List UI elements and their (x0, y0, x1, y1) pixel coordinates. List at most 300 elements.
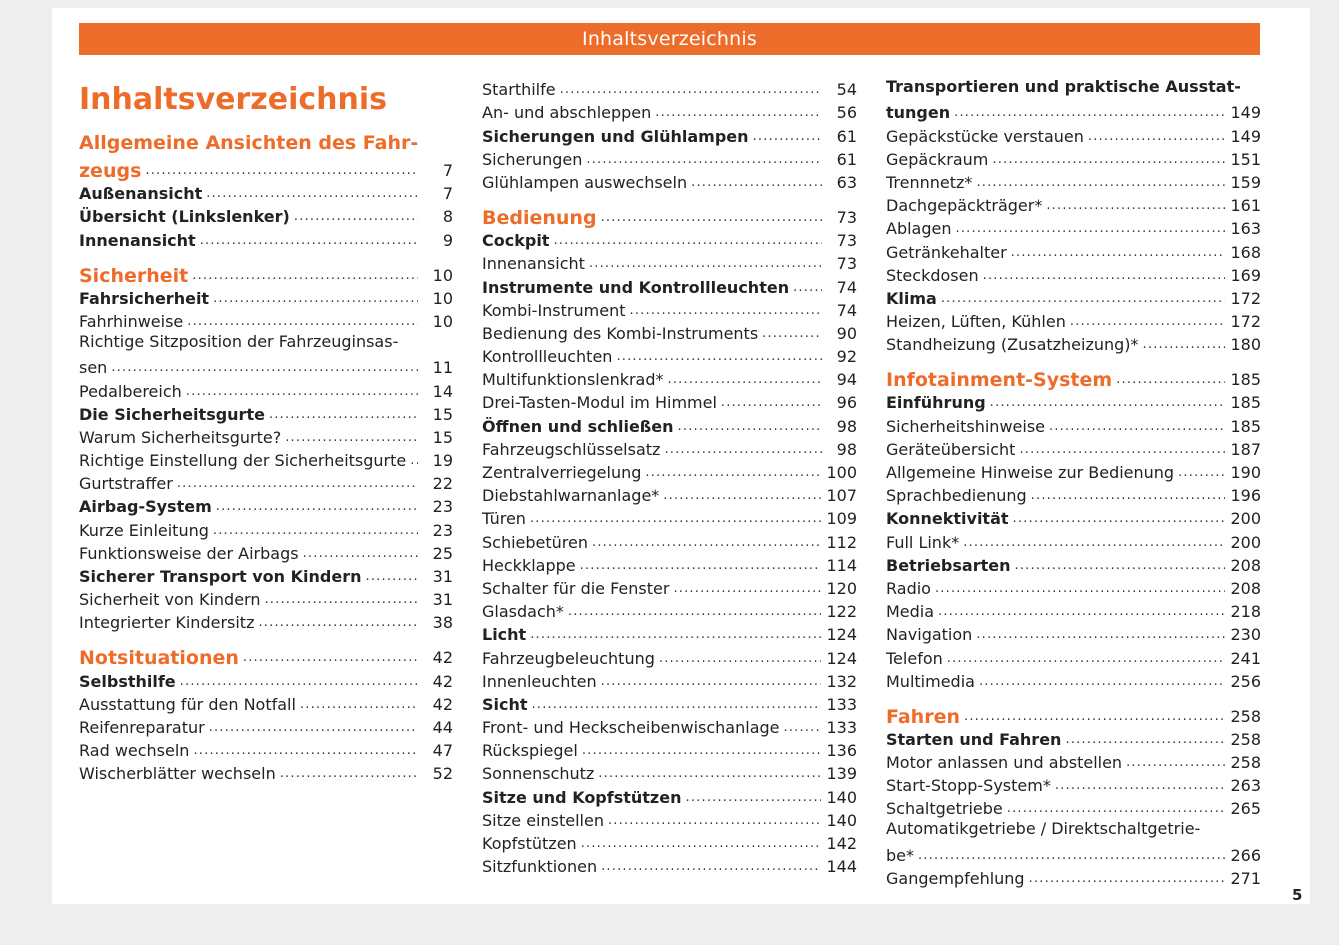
toc-entry-title: Steckdosen (886, 265, 979, 285)
toc-leader-dots (938, 602, 1225, 622)
toc-entry[interactable] (886, 366, 1261, 390)
toc-leader-dots (1049, 417, 1225, 437)
toc-entry[interactable] (79, 181, 453, 204)
toc-leader-dots (285, 428, 418, 448)
toc-entry-page: 169 (1230, 265, 1261, 285)
toc-entry[interactable] (482, 77, 857, 100)
toc-entry-page: 74 (836, 300, 857, 320)
toc-entry-title: Innenansicht (482, 254, 585, 274)
toc-entry[interactable] (482, 576, 857, 599)
toc-entry[interactable] (482, 622, 857, 645)
toc-leader-dots (976, 625, 1225, 645)
toc-entry-title: Rückspiegel (482, 741, 578, 761)
toc-entry[interactable] (886, 553, 1261, 576)
toc-entry[interactable] (79, 738, 453, 761)
toc-entry[interactable] (886, 645, 1261, 668)
toc-entry[interactable] (79, 494, 453, 517)
toc-entry-title: Transportieren und praktische Ausstat- (886, 77, 1241, 96)
toc-leader-dots (180, 672, 418, 692)
toc-entry-title: Funktionsweise der Airbags (79, 543, 299, 563)
toc-entry[interactable] (886, 669, 1261, 692)
toc-leader-dots (1178, 463, 1225, 483)
toc-entry-title: Die Sicherheitsgurte (79, 404, 265, 424)
toc-entry[interactable] (79, 761, 453, 784)
toc-entry-title: Außenansicht (79, 184, 203, 204)
toc-leader-dots (1143, 335, 1226, 355)
toc-leader-dots (177, 474, 418, 494)
toc-entry[interactable] (79, 425, 453, 448)
toc-entry-page: 185 (1230, 416, 1261, 436)
toc-entry[interactable] (886, 77, 1261, 123)
toc-entry[interactable] (886, 727, 1261, 750)
toc-entry[interactable] (482, 228, 857, 251)
toc-entry-title: Infotainment-System (886, 369, 1113, 392)
toc-entry[interactable] (886, 413, 1261, 436)
toc-leader-dots (721, 393, 822, 413)
toc-entry[interactable] (79, 541, 453, 564)
toc-entry-title: Sicherungen (482, 149, 583, 169)
toc-entry[interactable] (482, 854, 857, 877)
toc-leader-dots (581, 834, 822, 854)
toc-entry[interactable] (482, 506, 857, 529)
toc-entry-title: Öffnen und schließen (482, 416, 674, 436)
toc-entry[interactable] (482, 321, 857, 344)
toc-entry[interactable] (886, 460, 1261, 483)
toc-entry-page: 200 (1230, 532, 1261, 552)
toc-entry-page: 133 (826, 718, 857, 738)
toc-entry-title: Pedalbereich (79, 381, 182, 401)
toc-entry[interactable] (79, 227, 453, 250)
toc-entry-page: 136 (826, 741, 857, 761)
toc-entry-title: Licht (482, 625, 527, 645)
toc-entry[interactable] (886, 576, 1261, 599)
toc-entry[interactable] (886, 123, 1261, 146)
toc-entry[interactable] (482, 599, 857, 622)
toc-entry-title: Trennnetz* (886, 172, 973, 192)
toc-entry-page: 139 (826, 764, 857, 784)
toc-entry[interactable] (482, 147, 857, 170)
toc-entry-page: 218 (1230, 602, 1261, 622)
toc-entry-title: Fahrhinweise (79, 311, 184, 331)
toc-entry-page: 19 (432, 451, 453, 471)
toc-entry-title: Sicherheit von Kindern (79, 590, 261, 610)
toc-leader-dots (629, 301, 822, 321)
toc-entry[interactable] (482, 123, 857, 146)
toc-entry-page: 124 (826, 625, 857, 645)
toc-leader-dots (192, 266, 418, 286)
toc-entry-page: 196 (1230, 486, 1261, 506)
toc-entry[interactable] (79, 133, 453, 181)
toc-entry-title: sen (79, 358, 108, 378)
toc-leader-dots (1065, 730, 1225, 750)
toc-entry[interactable] (79, 587, 453, 610)
toc-entry-title: Multimedia (886, 671, 975, 691)
toc-entry-title: Sprachbedienung (886, 486, 1027, 506)
toc-entry[interactable] (886, 263, 1261, 286)
toc-entry-title: Gepäckstücke verstauen (886, 126, 1084, 146)
toc-leader-dots (691, 173, 822, 193)
toc-entry[interactable] (79, 204, 453, 227)
toc-leader-dots (269, 405, 418, 425)
toc-column-2 (482, 77, 857, 877)
toc-entry[interactable] (482, 460, 857, 483)
toc-entry[interactable] (482, 367, 857, 390)
toc-entry-title: Glasdach* (482, 602, 564, 622)
toc-entry[interactable] (886, 819, 1261, 865)
toc-entry-title: Rad wechseln (79, 741, 190, 761)
toc-leader-dots (410, 451, 418, 471)
toc-entry-page: 25 (432, 543, 453, 563)
toc-entry-title: Heizen, Lüften, Kühlen (886, 312, 1066, 332)
toc-entry-title: Gurtstraffer (79, 474, 173, 494)
toc-leader-dots (187, 312, 418, 332)
toc-entry-title: Gepäckraum (886, 149, 989, 169)
toc-leader-dots (1088, 127, 1226, 147)
toc-entry[interactable] (482, 170, 857, 193)
toc-entry-title: Kontrollleuchten (482, 347, 613, 367)
toc-entry[interactable] (482, 437, 857, 460)
toc-entry[interactable] (886, 239, 1261, 262)
toc-entry[interactable] (886, 390, 1261, 413)
toc-leader-dots (553, 231, 822, 251)
toc-entry-title: Heckklappe (482, 555, 576, 575)
toc-entry[interactable] (79, 715, 453, 738)
toc-entry-title: Standheizung (Zusatzheizung)* (886, 335, 1139, 355)
toc-entry-title: Selbsthilfe (79, 671, 176, 691)
toc-leader-dots (753, 127, 822, 147)
toc-entry-title: Motor anlassen und abstellen (886, 753, 1123, 773)
toc-leader-dots (1116, 370, 1225, 390)
toc-entry-page: 132 (826, 671, 857, 691)
toc-leader-dots (655, 103, 822, 123)
toc-leader-dots (1031, 486, 1226, 506)
toc-leader-dots (1014, 556, 1225, 576)
toc-leader-dots (1070, 312, 1226, 332)
toc-entry[interactable] (79, 517, 453, 540)
toc-entry-page: 14 (432, 381, 453, 401)
toc-entry[interactable] (482, 274, 857, 297)
toc-entry-page: 258 (1230, 706, 1261, 726)
toc-entry-title: Allgemeine Ansichten des Fahr- (79, 132, 419, 154)
toc-entry-title: Schiebetüren (482, 532, 589, 552)
toc-leader-dots (568, 602, 822, 622)
toc-entry-page: 163 (1230, 219, 1261, 239)
toc-entry-page: 54 (836, 80, 857, 100)
toc-entry[interactable] (482, 669, 857, 692)
toc-leader-dots (209, 718, 418, 738)
toc-leader-dots (935, 579, 1225, 599)
toc-entry[interactable] (886, 286, 1261, 309)
toc-leader-dots (598, 764, 821, 784)
toc-entry-title: Wischerblätter wechseln (79, 764, 276, 784)
toc-entry-title: Start-Stopp-System* (886, 776, 1051, 796)
toc-entry[interactable] (886, 437, 1261, 460)
toc-entry-title: Ausstattung für den Notfall (79, 694, 296, 714)
toc-entry[interactable] (886, 483, 1261, 506)
toc-entry[interactable] (482, 784, 857, 807)
toc-entry[interactable] (886, 750, 1261, 773)
toc-entry[interactable] (482, 808, 857, 831)
toc-entry[interactable] (482, 344, 857, 367)
toc-entry[interactable] (79, 448, 453, 471)
toc-leader-dots (685, 788, 821, 808)
toc-entry-page: 151 (1230, 149, 1261, 169)
page-number: 5 (1292, 886, 1303, 904)
toc-leader-dots (303, 544, 418, 564)
toc-entry-page: 122 (826, 602, 857, 622)
toc-entry-title: Schaltgetriebe (886, 799, 1003, 819)
toc-entry-title: Navigation (886, 625, 973, 645)
toc-entry-page: 140 (826, 810, 857, 830)
toc-entry-title: Dachgepäckträger* (886, 196, 1043, 216)
toc-entry-title: Multifunktionslenkrad* (482, 370, 664, 390)
toc-entry[interactable] (482, 692, 857, 715)
toc-entry-page: 208 (1230, 578, 1261, 598)
toc-entry[interactable] (482, 100, 857, 123)
toc-entry-page: 168 (1230, 242, 1261, 262)
toc-entry-title: Media (886, 602, 935, 622)
toc-entry[interactable] (886, 193, 1261, 216)
toc-entry-page: 73 (836, 231, 857, 251)
toc-leader-dots (580, 556, 822, 576)
header-bar (79, 23, 1260, 55)
toc-entry[interactable] (482, 831, 857, 854)
toc-entry-title: Glühlampen auswechseln (482, 172, 688, 192)
toc-entry[interactable] (482, 738, 857, 761)
toc-entry-title: Cockpit (482, 231, 550, 251)
toc-entry[interactable] (79, 610, 453, 633)
toc-entry-page: 208 (1230, 555, 1261, 575)
toc-entry-page: 61 (836, 149, 857, 169)
toc-entry-page: 31 (432, 590, 453, 610)
toc-entry-page: 172 (1230, 312, 1261, 332)
toc-leader-dots (601, 672, 822, 692)
toc-leader-dots (663, 486, 821, 506)
toc-leader-dots (213, 289, 418, 309)
toc-leader-dots (979, 672, 1226, 692)
toc-leader-dots (243, 648, 418, 668)
toc-entry-title: An- und abschleppen (482, 103, 652, 123)
toc-entry-page: 185 (1230, 370, 1261, 390)
toc-entry[interactable] (482, 251, 857, 274)
toc-entry-page: 52 (432, 764, 453, 784)
toc-entry[interactable] (79, 668, 453, 691)
toc-leader-dots (530, 509, 822, 529)
toc-leader-dots (956, 219, 1226, 239)
toc-entry[interactable] (79, 564, 453, 587)
toc-entry-title: Kombi-Instrument (482, 300, 626, 320)
toc-entry-page: 10 (432, 265, 453, 285)
toc-entry-title: Sitzfunktionen (482, 857, 598, 877)
toc-entry[interactable] (886, 216, 1261, 239)
toc-entry[interactable] (886, 773, 1261, 796)
toc-entry-title: Sicherungen und Glühlampen (482, 126, 749, 146)
toc-entry[interactable] (79, 286, 453, 309)
toc-entry-title: Fahrzeugschlüsselsatz (482, 439, 661, 459)
toc-entry[interactable] (482, 715, 857, 738)
toc-entry-title: Türen (482, 509, 526, 529)
toc-entry-page: 47 (432, 741, 453, 761)
toc-entry[interactable] (79, 644, 453, 668)
toc-entry-page: 120 (826, 578, 857, 598)
toc-entry-page: 133 (826, 694, 857, 714)
toc-leader-dots (589, 254, 822, 274)
toc-entry-page: 266 (1230, 845, 1261, 865)
toc-entry-title: Integrierter Kindersitz (79, 613, 255, 633)
toc-leader-dots (947, 649, 1226, 669)
toc-entry-title: Sicherheit (79, 264, 189, 287)
toc-leader-dots (762, 324, 822, 344)
toc-entry[interactable] (886, 529, 1261, 552)
toc-leader-dots (616, 347, 822, 367)
toc-entry-title: zeugs (79, 160, 142, 182)
toc-leader-dots (280, 764, 418, 784)
toc-entry-title: Richtige Sitzposition der Fahrzeuginsas- (79, 331, 399, 351)
toc-entry-title: Innenansicht (79, 230, 196, 250)
toc-entry[interactable] (886, 170, 1261, 193)
toc-entry-page: 8 (442, 207, 453, 227)
toc-entry-title: Ablagen (886, 219, 952, 239)
toc-leader-dots (645, 463, 821, 483)
toc-entry-page: 38 (432, 613, 453, 633)
toc-entry[interactable] (886, 309, 1261, 332)
toc-entry-title: Zentralverriegelung (482, 463, 642, 482)
toc-leader-dots (213, 521, 418, 541)
toc-entry-page: 258 (1230, 729, 1261, 749)
toc-entry-title: Sicherer Transport von Kindern (79, 567, 362, 586)
toc-leader-dots (673, 579, 821, 599)
toc-entry[interactable] (886, 703, 1261, 727)
toc-entry[interactable] (79, 692, 453, 715)
toc-entry-page: 180 (1230, 335, 1261, 355)
toc-leader-dots (200, 231, 418, 251)
toc-entry[interactable] (79, 471, 453, 494)
toc-entry-title: Fahrzeugbeleuchtung (482, 648, 655, 668)
toc-entry-title: Innenleuchten (482, 671, 597, 691)
toc-leader-dots (964, 707, 1225, 727)
toc-entry-title: Drei-Tasten-Modul im Himmel (482, 393, 717, 413)
toc-entry[interactable] (482, 553, 857, 576)
toc-leader-dots (976, 173, 1225, 193)
toc-entry[interactable] (482, 483, 857, 506)
toc-entry-title: Airbag-System (79, 497, 212, 517)
toc-entry-page: 187 (1230, 439, 1261, 459)
toc-entry-title: Diebstahlwarnanlage* (482, 486, 660, 506)
toc-entry[interactable] (482, 761, 857, 784)
toc-entry-page: 61 (836, 126, 857, 146)
toc-entry[interactable] (886, 796, 1261, 819)
toc-entry[interactable] (886, 147, 1261, 170)
toc-leader-dots (990, 393, 1226, 413)
toc-leader-dots (586, 150, 822, 170)
toc-entry-page: 7 (442, 184, 453, 204)
toc-leader-dots (668, 370, 822, 390)
toc-leader-dots (530, 625, 821, 645)
toc-entry[interactable] (482, 298, 857, 321)
toc-leader-dots (793, 278, 822, 298)
toc-entry-page: 256 (1230, 671, 1261, 691)
toc-leader-dots (608, 811, 821, 831)
toc-entry[interactable] (886, 599, 1261, 622)
page-title: Inhaltsverzeichnis (79, 82, 388, 117)
toc-leader-dots (1011, 243, 1226, 263)
toc-leader-dots (592, 533, 821, 553)
toc-entry[interactable] (482, 204, 857, 228)
toc-entry-title: Instrumente und Kontrollleuchten (482, 277, 790, 297)
toc-entry-page: 23 (432, 497, 453, 517)
toc-column-1 (79, 77, 453, 784)
toc-entry-title: Bedienung des Kombi-Instruments (482, 323, 759, 343)
toc-leader-dots (264, 590, 418, 610)
toc-leader-dots (1126, 753, 1225, 773)
toc-entry-title: Notsituationen (79, 647, 239, 670)
toc-entry-title: Getränkehalter (886, 242, 1007, 262)
toc-entry-title: Sonnenschutz (482, 764, 595, 784)
toc-leader-dots (784, 718, 822, 738)
toc-leader-dots (659, 649, 822, 669)
toc-entry-page: 44 (432, 717, 453, 737)
toc-entry[interactable] (79, 378, 453, 401)
toc-entry-title: Kurze Einleitung (79, 520, 209, 540)
toc-entry-title: Konnektivität (886, 509, 1009, 529)
toc-entry[interactable] (79, 262, 453, 286)
toc-entry[interactable] (482, 390, 857, 413)
toc-entry-title: Sitze und Kopfstützen (482, 787, 682, 807)
toc-entry-page: 98 (836, 439, 857, 459)
toc-entry-title: Front- und Heckscheibenwischanlage (482, 718, 780, 738)
toc-entry-title: Sicht (482, 694, 528, 714)
toc-entry-page: 112 (826, 532, 857, 552)
toc-leader-dots (941, 289, 1226, 309)
toc-entry-title: Starten und Fahren (886, 729, 1062, 749)
toc-entry-page: 9 (442, 230, 453, 250)
toc-entry-title: Übersicht (Linkslenker) (79, 207, 290, 227)
toc-entry[interactable] (886, 866, 1261, 889)
toc-entry-page: 149 (1230, 103, 1261, 123)
toc-entry-page: 90 (836, 323, 857, 343)
toc-entry-page: 149 (1230, 126, 1261, 146)
toc-entry-page: 230 (1230, 625, 1261, 645)
toc-entry[interactable] (482, 413, 857, 436)
toc-entry[interactable] (886, 506, 1261, 529)
toc-entry-title: Klima (886, 288, 937, 308)
toc-entry[interactable] (79, 332, 453, 378)
toc-entry-page: 42 (432, 648, 453, 668)
toc-entry[interactable] (79, 402, 453, 425)
toc-entry-title: Reifenreparatur (79, 717, 205, 737)
toc-entry[interactable] (886, 332, 1261, 355)
toc-entry-page: 63 (836, 172, 857, 192)
toc-leader-dots (1055, 776, 1226, 796)
toc-leader-dots (206, 184, 418, 204)
toc-leader-dots (216, 497, 418, 517)
toc-entry-title: Fahrsicherheit (79, 288, 210, 308)
toc-entry-title: Full Link* (886, 532, 960, 552)
toc-leader-dots (532, 695, 822, 715)
toc-entry-page: 10 (432, 288, 453, 308)
toc-entry-page: 161 (1230, 196, 1261, 216)
toc-leader-dots (664, 440, 822, 460)
toc-entry[interactable] (886, 622, 1261, 645)
toc-entry-title: Geräteübersicht (886, 439, 1016, 459)
toc-entry[interactable] (482, 529, 857, 552)
toc-entry-page: 159 (1230, 172, 1261, 192)
toc-entry-title: tungen (886, 103, 951, 123)
toc-entry[interactable] (482, 645, 857, 668)
toc-entry-page: 22 (432, 474, 453, 494)
toc-entry[interactable] (79, 309, 453, 332)
toc-leader-dots (1007, 799, 1226, 819)
